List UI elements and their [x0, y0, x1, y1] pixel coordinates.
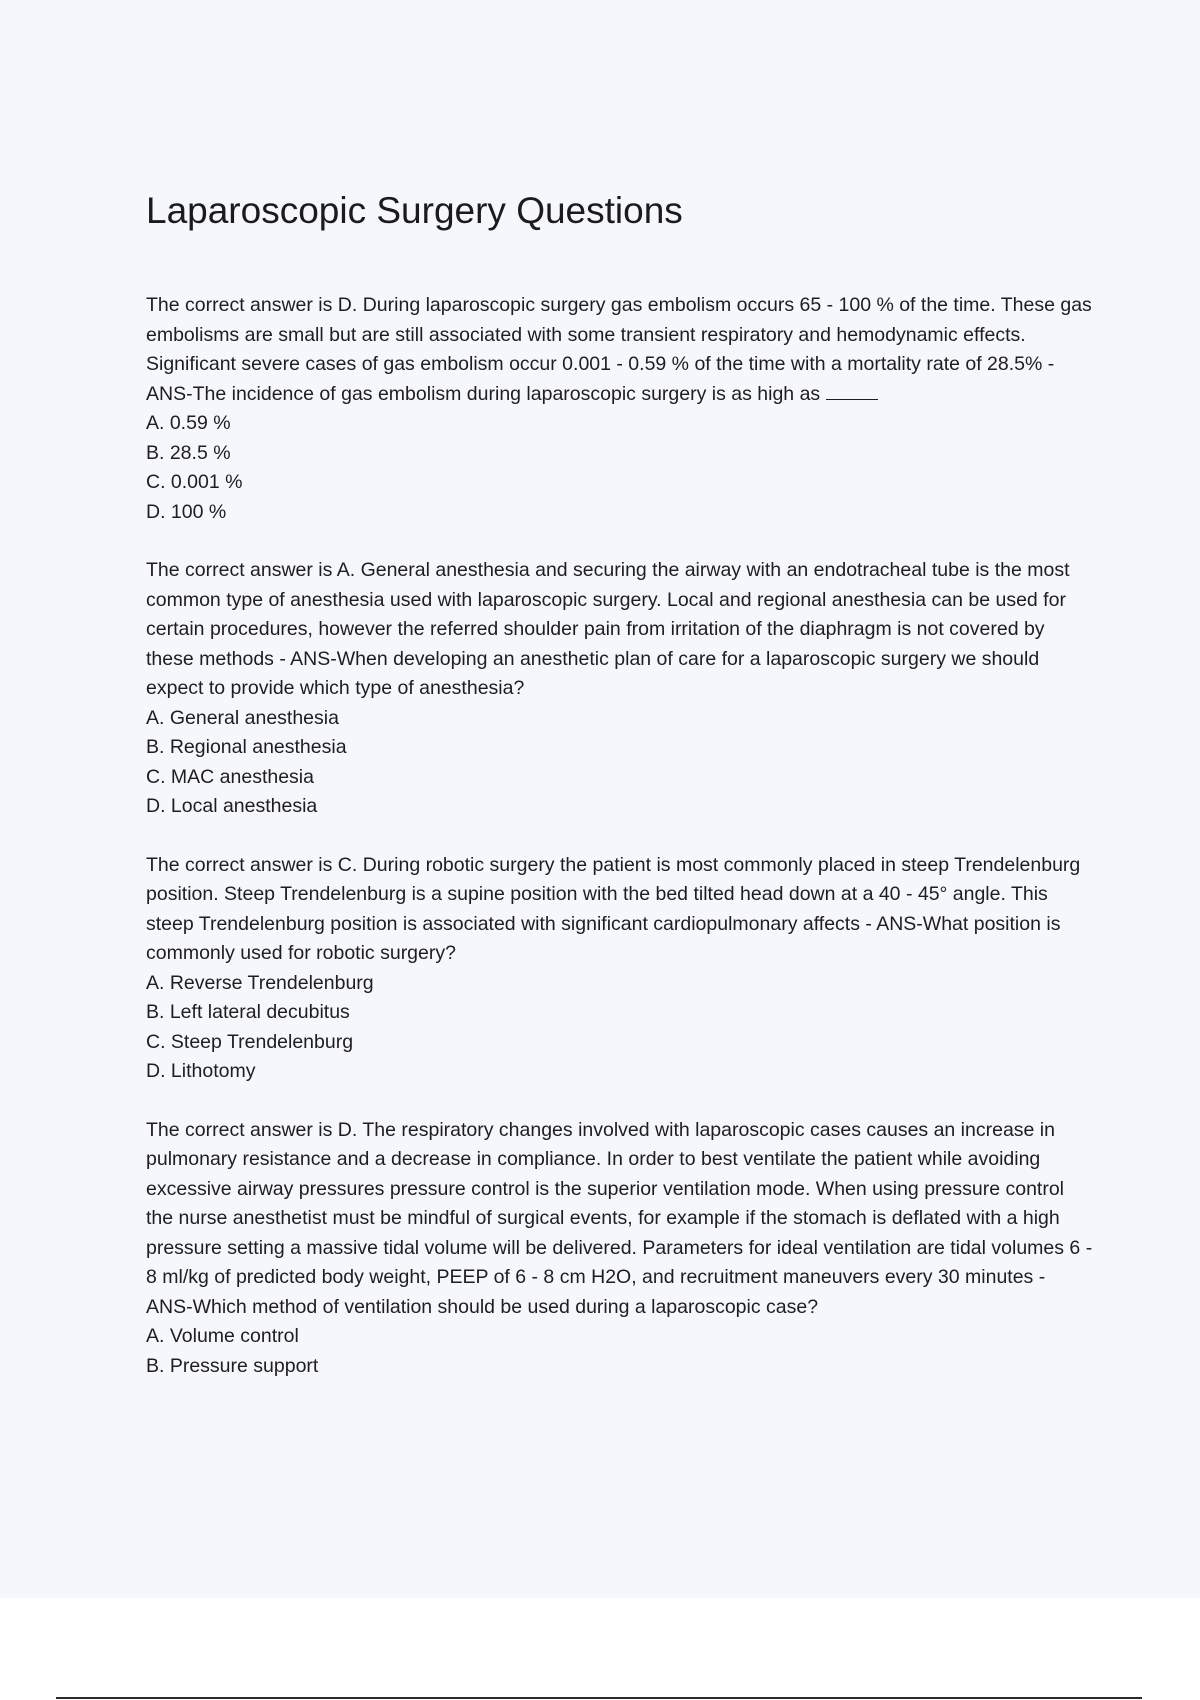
options-list — [146, 969, 1096, 1087]
option-a: A. Reverse Trendelenburg — [146, 971, 374, 994]
options-list — [146, 704, 1096, 822]
question-text: The correct answer is A. General anesthesia and securing the airway with an endotracheal tube is the most common type of anesthesia used with laparoscopic surgery. Local and regional anesthesia can be used for certain procedures, however the referred shoulder pain from irritation of the diaphragm is not covered by these methods - ANS-When developing an anesthetic plan of care for a laparoscopic surgery we should expect to provide which type of anesthesia? — [146, 559, 1070, 699]
footer-divider — [56, 1697, 1142, 1699]
question-2 — [146, 556, 1096, 822]
option-a: A. 0.59 % — [146, 412, 231, 434]
option-d: D. Lithotomy — [146, 1060, 256, 1082]
option-d: D. Local anesthesia — [146, 795, 318, 817]
question-text-content: The correct answer is D. During laparoscopic surgery gas embolism occurs 65 - 100 % of the time. These gas embolisms are small but are still associated with some transient respiratory and hemodynamic effects. Significant severe cases of gas embolism occur 0.001 - 0.59 % of the time with a mortality rate of 28.5% - ANS-The incidence of gas embolism during laparoscopic surgery is as high as — [146, 294, 1092, 405]
answer-blank — [826, 381, 878, 400]
option-a: A. Volume control — [146, 1325, 299, 1347]
option-d: D. 100 % — [146, 500, 227, 523]
question-text: The correct answer is D. The respiratory changes involved with laparoscopic cases causes an increase in pulmonary resistance and a decrease in compliance. In order to best ventilate the patient while avoiding excessive airway pressures pressure control is the superior ventilation mode. When using pressure control the nurse anesthetist must be mindful of surgical events, for example if the stomach is deflated with a high pressure setting a massive tidal volume will be delivered. Parameters for ideal ventilation are tidal volumes 6 - 8 ml/kg of predicted body weight, PEEP of 6 - 8 cm H2O, and recruitment maneuvers every 30 minutes - ANS-Which method of ventilation should be used during a laparoscopic case? — [146, 1118, 1093, 1318]
options-list — [146, 409, 1096, 527]
option-b: B. Left lateral decubitus — [146, 1001, 350, 1023]
question-text — [146, 291, 1096, 409]
option-c: C. 0.001 % — [146, 471, 243, 493]
option-c: C. MAC anesthesia — [146, 765, 314, 788]
option-a: A. General anesthesia — [146, 706, 339, 729]
question-4 — [146, 1116, 1096, 1382]
option-b: B. 28.5 % — [146, 441, 231, 464]
question-text: The correct answer is C. During robotic surgery the patient is most commonly placed in steep Trendelenburg position. Steep Trendelenburg is a supine position with the bed tilted head down at a 40 - 45° angle. This steep Trendelenburg position is associated with significant cardiopulmonary affects - ANS-What position is commonly used for robotic surgery? — [146, 853, 1081, 964]
document-content — [146, 186, 1096, 1410]
option-b: B. Pressure support — [146, 1354, 319, 1377]
page-title: Laparoscopic Surgery Questions — [146, 190, 683, 231]
option-c: C. Steep Trendelenburg — [146, 1030, 354, 1053]
options-list — [146, 1322, 1096, 1381]
question-3 — [146, 851, 1096, 1087]
question-1 — [146, 291, 1096, 527]
option-b: B. Regional anesthesia — [146, 736, 347, 758]
